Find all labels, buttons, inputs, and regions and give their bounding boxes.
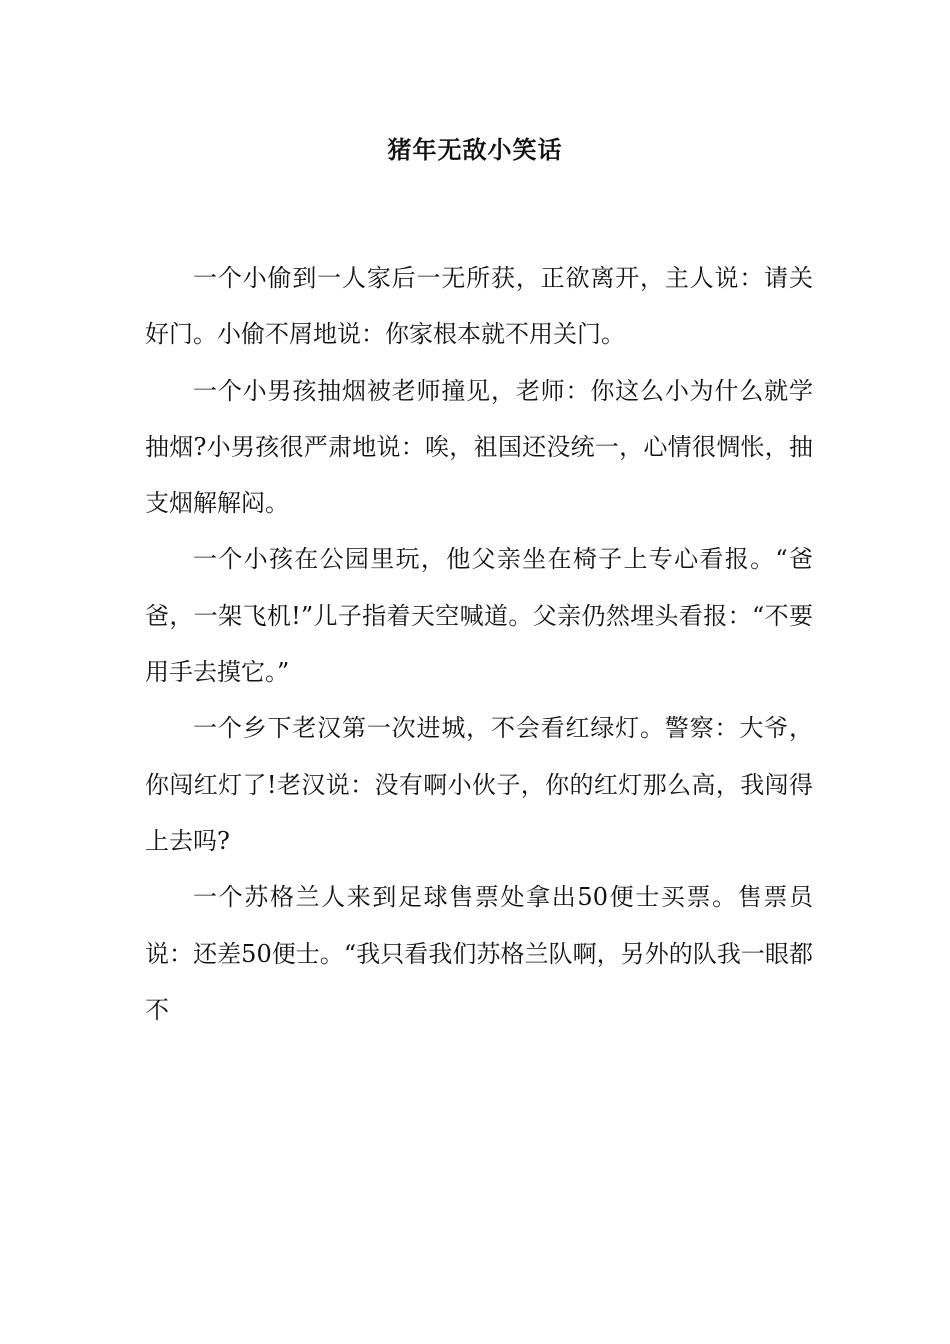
paragraph-4: 一个乡下老汉第一次进城，不会看红绿灯。警察：大爷，你闯红灯了!老汉说：没有啊小伙子，你的红灯那么高，我闯得上去吗? [145,714,813,855]
paragraph-3: 一个小孩在公园里玩，他父亲坐在椅子上专心看报。“爸爸，一架飞机!”儿子指着天空喊道。父亲仍然埋头看报：“不要用手去摸它。” [145,545,813,687]
document-title: 猪年无敌小笑话 [387,135,563,164]
paragraph-1: 一个小偷到一人家后一无所获，正欲离开，主人说：请关好门。小偷不屑地说：你家根本就不用关门。 [145,264,813,349]
document-body [145,250,813,1038]
paragraph-2: 一个小男孩抽烟被老师撞见，老师：你这么小为什么就学抽烟?小男孩很严肃地说：唉，祖国还没统一，心情很惆怅，抽支烟解解闷。 [145,376,813,518]
paragraph-5: 一个苏格兰人来到足球售票处拿出50便士买票。售票员说：还差50便士。“我只看我们苏格兰队啊，另外的队我一眼都不 [145,883,813,1024]
